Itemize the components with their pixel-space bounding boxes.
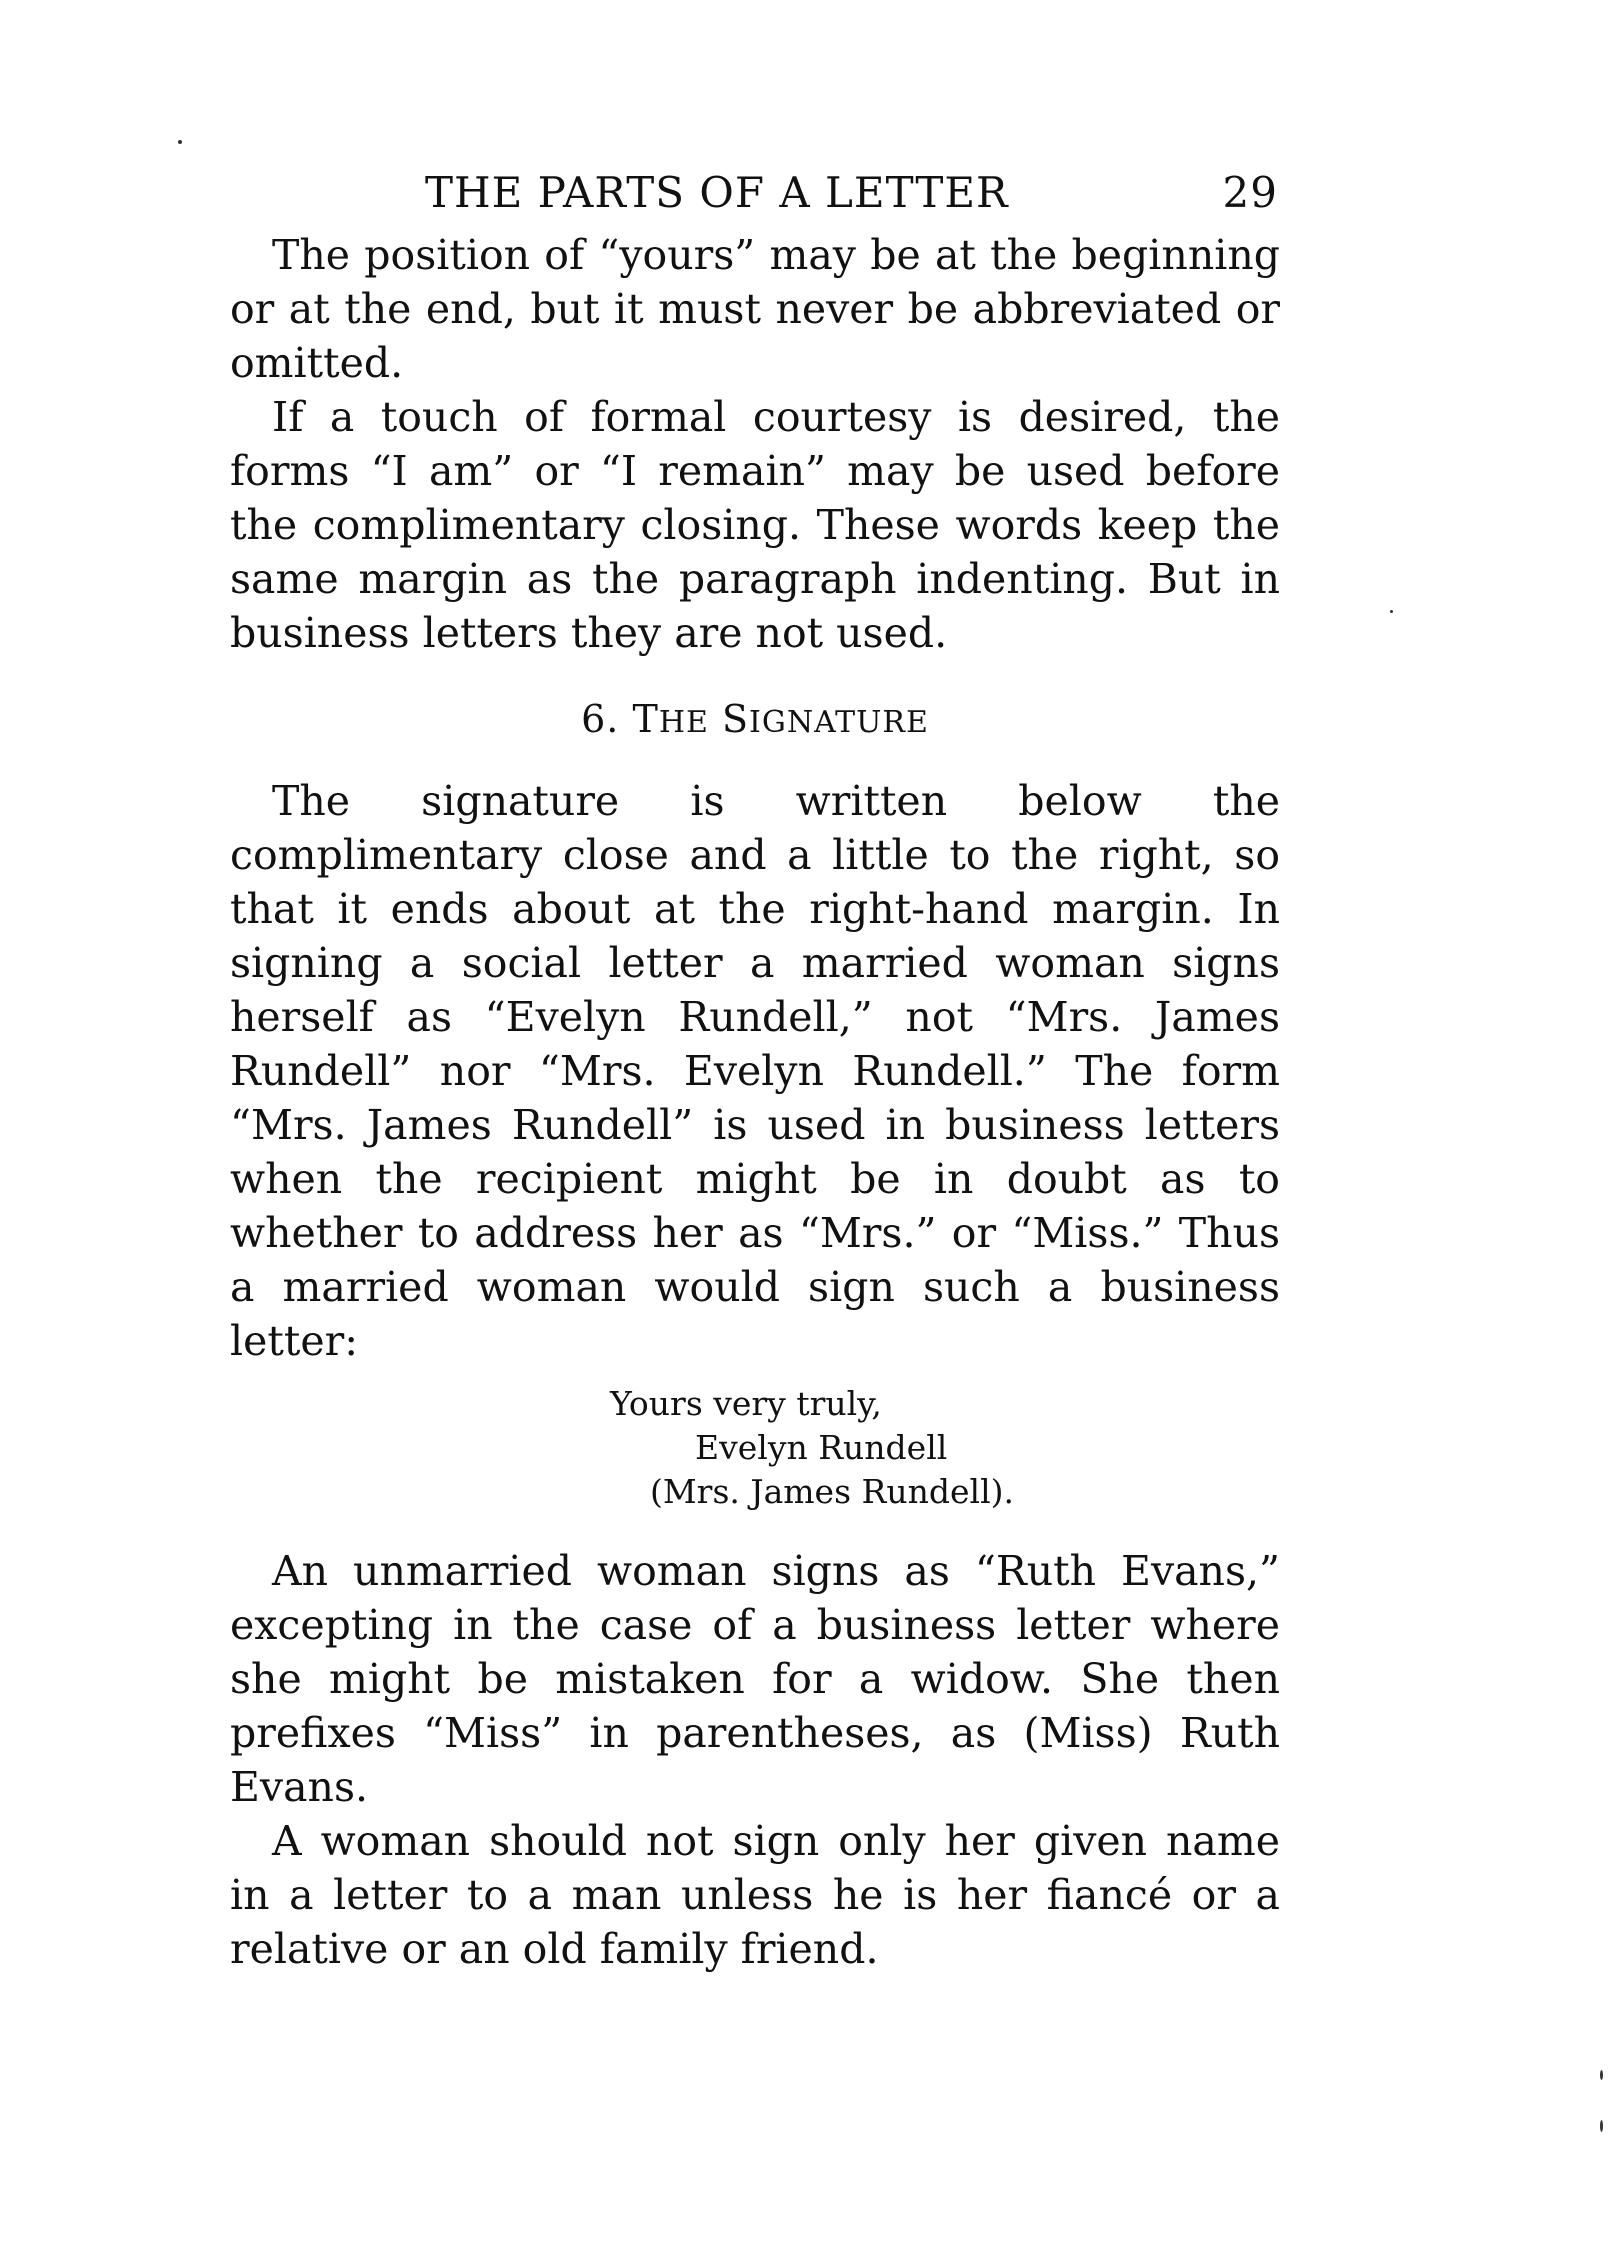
page-number: 29 <box>1222 168 1278 217</box>
paragraph-yours-position: The position of “yours” may be at the beginning or at the end, but it must never be abbreviated or omitted. <box>230 231 1280 387</box>
signature-closing: Yours very truly, <box>610 1384 882 1423</box>
signature-example <box>230 1382 1280 1514</box>
scan-speck <box>178 140 182 144</box>
running-head-title: THE PARTS OF A LETTER <box>425 168 1009 217</box>
paragraph-unmarried-woman: An unmarried woman signs as “Ruth Evans,” excepting in the case of a business letter where she might be mistaken for a widow. She then prefixes “Miss” in parentheses, as (Miss) Ruth Evans. <box>230 1547 1280 1811</box>
scan-speck <box>1390 610 1393 613</box>
section-heading <box>230 694 1280 748</box>
paragraph-given-name: A woman should not sign only her given name in a letter to a man unless he is her fiancé or a relative or an old family friend. <box>230 1817 1280 1973</box>
heading-initial-the: T <box>632 697 659 741</box>
signature-name: Evelyn Rundell <box>695 1428 948 1467</box>
running-head <box>230 168 1280 228</box>
heading-rest-signature: IGNATURE <box>749 705 929 740</box>
signature-formal-name: (Mrs. James Rundell). <box>650 1472 1014 1511</box>
section-number: 6. <box>581 697 620 741</box>
paragraph-signature: The signature is written below the complimentary close and a little to the right, so that it ends about at the right-hand margin. In signing a social letter a married woman signs herself as “Evelyn Rundell,” not “Mrs. James Rundell” nor “Mrs. Evelyn Rundell.” The form “Mrs. James Rundell” is used in business letters when the recipient might be in doubt as to whether to address her as “Mrs.” or “Miss.” Thus a married woman would sign such a business letter: <box>230 777 1280 1365</box>
scan-speck <box>1600 2120 1603 2132</box>
scan-speck <box>1600 2070 1603 2080</box>
heading-rest-the: HE <box>658 705 709 740</box>
paragraph-formal-courtesy: If a touch of formal courtesy is desired, the forms “I am” or “I remain” may be used before the complimentary closing. These words keep the same margin as the paragraph indenting. But in business letters they are not used. <box>230 393 1280 657</box>
heading-initial-signature: S <box>721 697 750 741</box>
text-column <box>230 168 1280 1976</box>
